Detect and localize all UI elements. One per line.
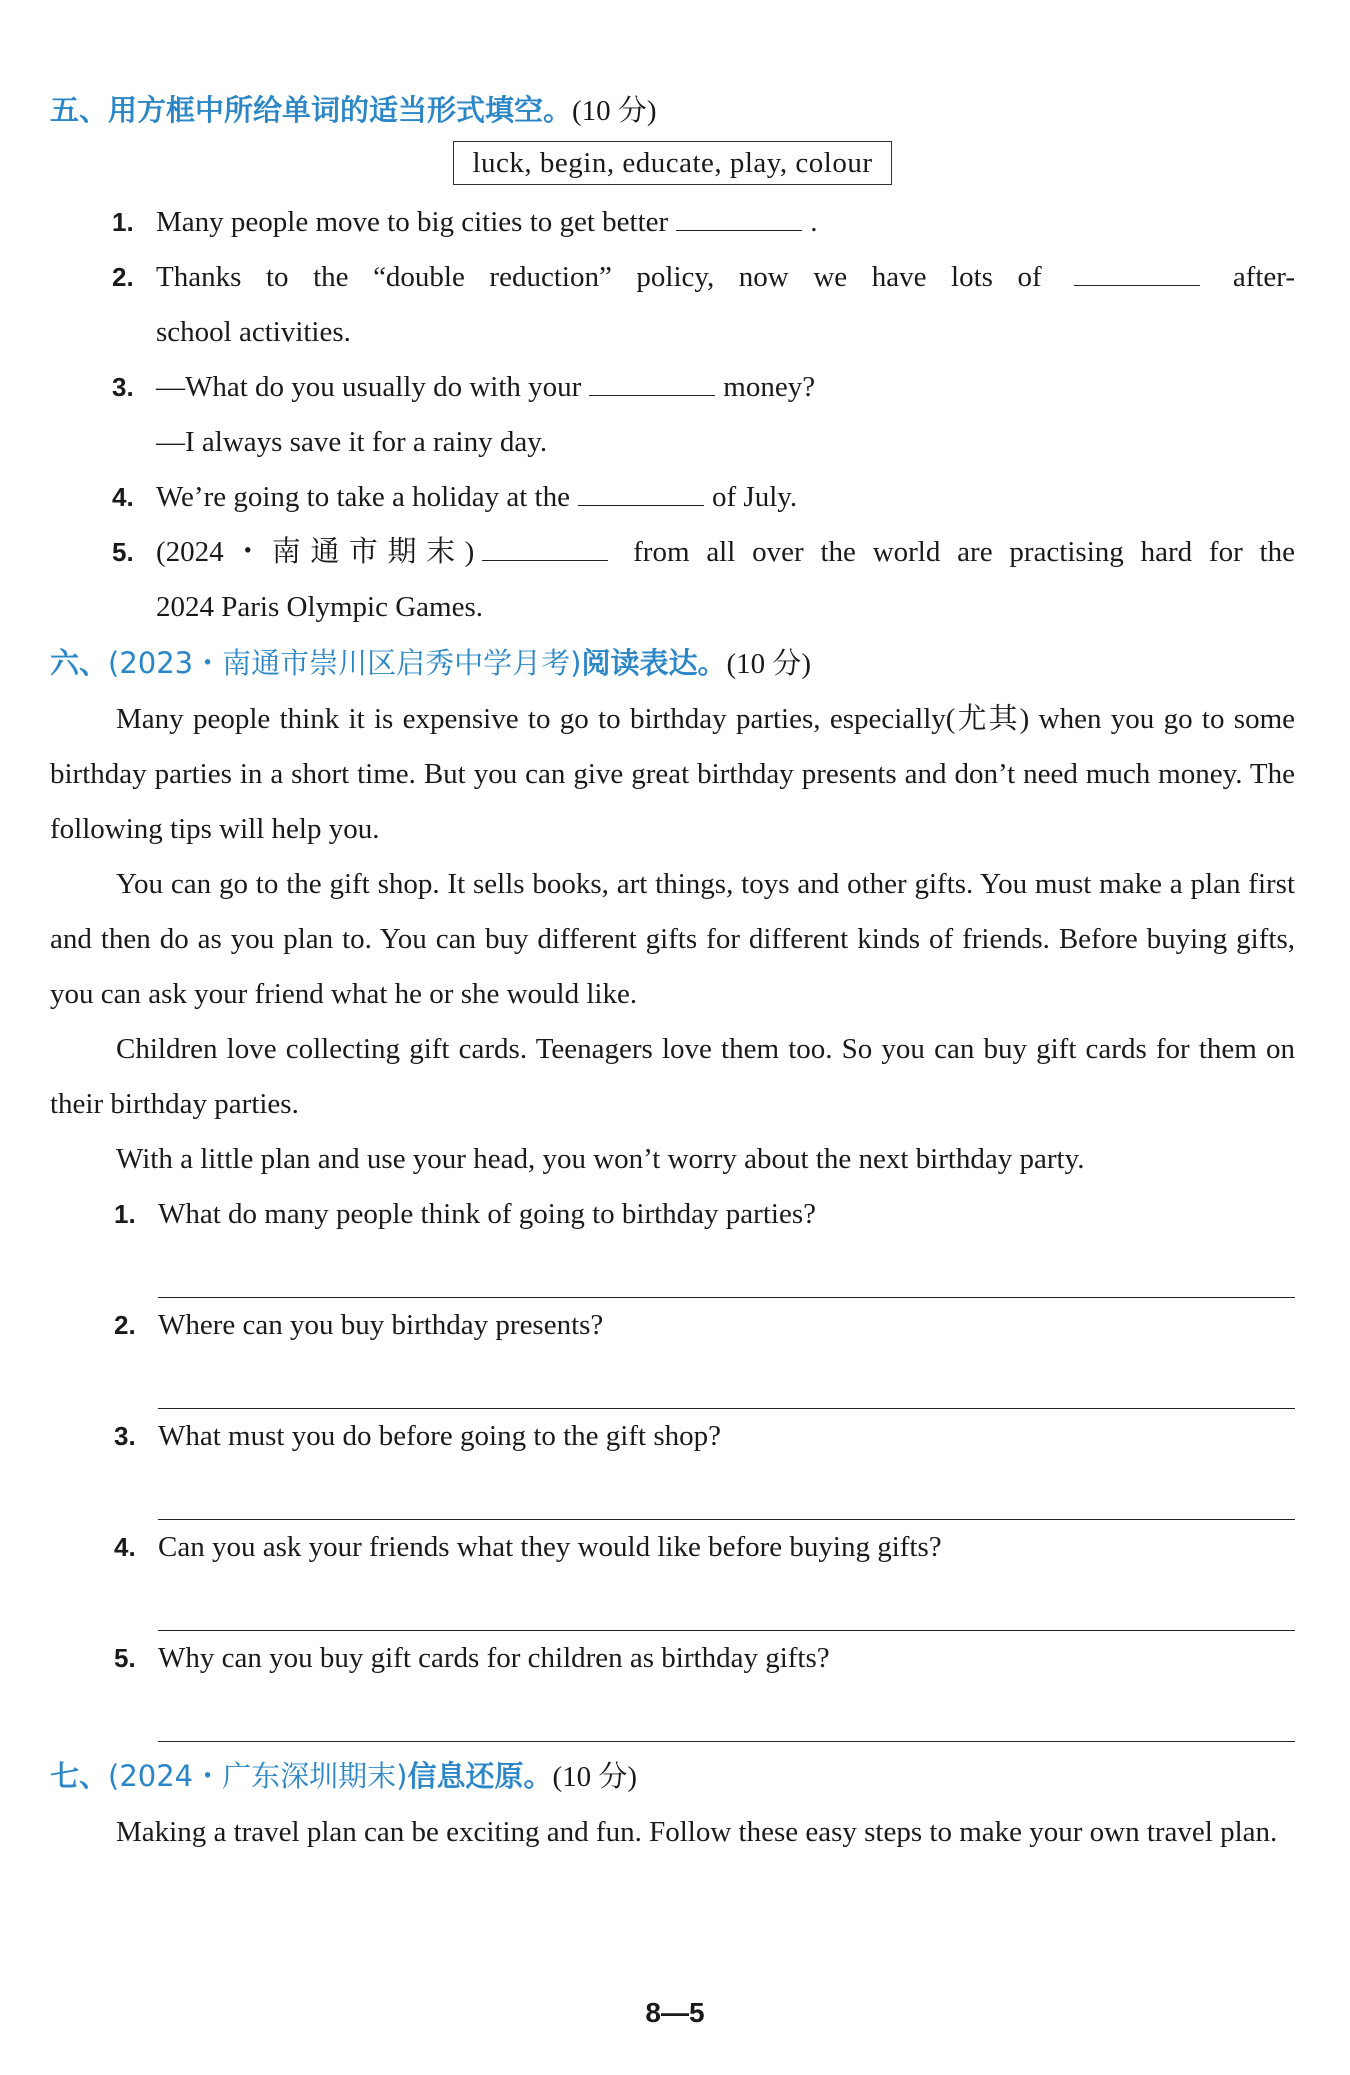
item-text-after: from all over the world are practising hard for the — [633, 536, 1295, 568]
section6-prefix: 六、 — [50, 646, 109, 680]
reading-paragraph-2: You can go to the gift shop. It sells books, art things, toys and other gifts. You must make a plan first and then do as you plan to. You can buy different gifts for different kinds of friends. Before buying gifts, you can ask your friend what he or she would like. — [50, 868, 1295, 1010]
fill-item-5-cont — [50, 580, 1295, 635]
section7-prefix: 七、 — [50, 1759, 109, 1793]
answer-line-3[interactable] — [158, 1464, 1295, 1520]
item-text-after: after- — [1232, 261, 1296, 293]
reading-paragraph-3: Children love collecting gift cards. Teenagers love them too. So you can buy gift cards for them on their birthday parties. — [50, 1033, 1295, 1120]
question-text: Why can you buy gift cards for children as birthday gifts? — [158, 1642, 830, 1674]
fill-item-4 — [50, 470, 1295, 525]
section7-title: 信息还原。 — [407, 1759, 553, 1793]
fill-item-3 — [50, 360, 1295, 415]
question-number: 2. — [114, 1310, 136, 1340]
reading-question-4 — [50, 1520, 1295, 1575]
reading-question-5 — [50, 1631, 1295, 1686]
fill-item-1 — [50, 195, 1295, 250]
section6-points: (10 分) — [726, 648, 812, 680]
reading-paragraph-1: Many people think it is expensive to go to birthday parties, especially(尤其) when you go to some birthday parties in a short time. But you can give great birthday presents and don’t need much money. The following tips will help you. — [50, 703, 1295, 845]
item-text-cont: —I always save it for a rainy day. — [156, 426, 548, 458]
answer-blank[interactable] — [482, 534, 608, 561]
question-number: 3. — [114, 1421, 136, 1451]
item-number: 3. — [112, 372, 134, 402]
item-number: 2. — [112, 262, 134, 292]
answer-blank[interactable] — [578, 479, 704, 506]
fill-item-5 — [50, 525, 1295, 580]
section7-source: (2024・广东深圳期末) — [108, 1759, 408, 1793]
section6-heading — [50, 635, 1295, 692]
question-number: 4. — [114, 1532, 136, 1562]
reading-paragraph-4: With a little plan and use your head, you won’t worry about the next birthday party. — [116, 1143, 1085, 1175]
worksheet-page — [0, 82, 1350, 2075]
question-text: What do many people think of going to birthday parties? — [158, 1198, 816, 1230]
section5-title: 五、用方框中所给单词的适当形式填空。 — [50, 93, 573, 127]
answer-blank[interactable] — [1074, 259, 1200, 286]
section7-heading — [50, 1748, 1295, 1805]
item-number: 4. — [112, 482, 134, 512]
word-box-wrap — [50, 141, 1295, 185]
item-number: 1. — [112, 207, 134, 237]
answer-line-5[interactable] — [158, 1686, 1295, 1742]
question-text: What must you do before going to the gift shop? — [158, 1420, 721, 1452]
fill-item-2 — [50, 250, 1295, 305]
page-number: 8—5 — [645, 1997, 705, 2028]
item-text-cont: 2024 Paris Olympic Games. — [156, 591, 484, 623]
item-source: (2024・南通市期末) — [156, 536, 475, 568]
answer-blank[interactable] — [589, 369, 715, 396]
answer-line-2[interactable] — [158, 1353, 1295, 1409]
item-text: Thanks to the “double reduction” policy, now we have lots of — [156, 261, 1042, 293]
item-text: Many people move to big cities to get better — [156, 206, 669, 238]
reading-question-2 — [50, 1298, 1295, 1353]
question-number: 5. — [114, 1643, 136, 1673]
reading-question-3 — [50, 1409, 1295, 1464]
section6-source: (2023・南通市崇川区启秀中学月考) — [108, 646, 582, 680]
item-text: We’re going to take a holiday at the — [156, 481, 570, 513]
item-text-after: money? — [723, 371, 816, 403]
answer-line-4[interactable] — [158, 1575, 1295, 1631]
item-text-cont: school activities. — [156, 316, 351, 348]
question-text: Where can you buy birthday presents? — [158, 1309, 604, 1341]
answer-line-1[interactable] — [158, 1242, 1295, 1298]
answer-blank[interactable] — [676, 204, 802, 231]
fill-item-3-cont — [50, 415, 1295, 470]
item-text: —What do you usually do with your — [156, 371, 582, 403]
item-number: 5. — [112, 537, 134, 567]
section5-heading — [50, 82, 1295, 139]
fill-item-2-cont — [50, 305, 1295, 360]
word-box: luck, begin, educate, play, colour — [453, 141, 891, 185]
section7-points: (10 分) — [552, 1761, 638, 1793]
section6-title: 阅读表达。 — [581, 646, 727, 680]
section7-paragraph: Making a travel plan can be exciting and fun. Follow these easy steps to make your own travel plan. — [116, 1816, 1278, 1848]
section5-points: (10 分) — [572, 95, 657, 127]
item-text-after: . — [810, 206, 818, 238]
item-text-after: of July. — [712, 481, 798, 513]
question-text: Can you ask your friends what they would like before buying gifts? — [158, 1531, 942, 1563]
question-number: 1. — [114, 1199, 136, 1229]
reading-question-1 — [50, 1187, 1295, 1242]
